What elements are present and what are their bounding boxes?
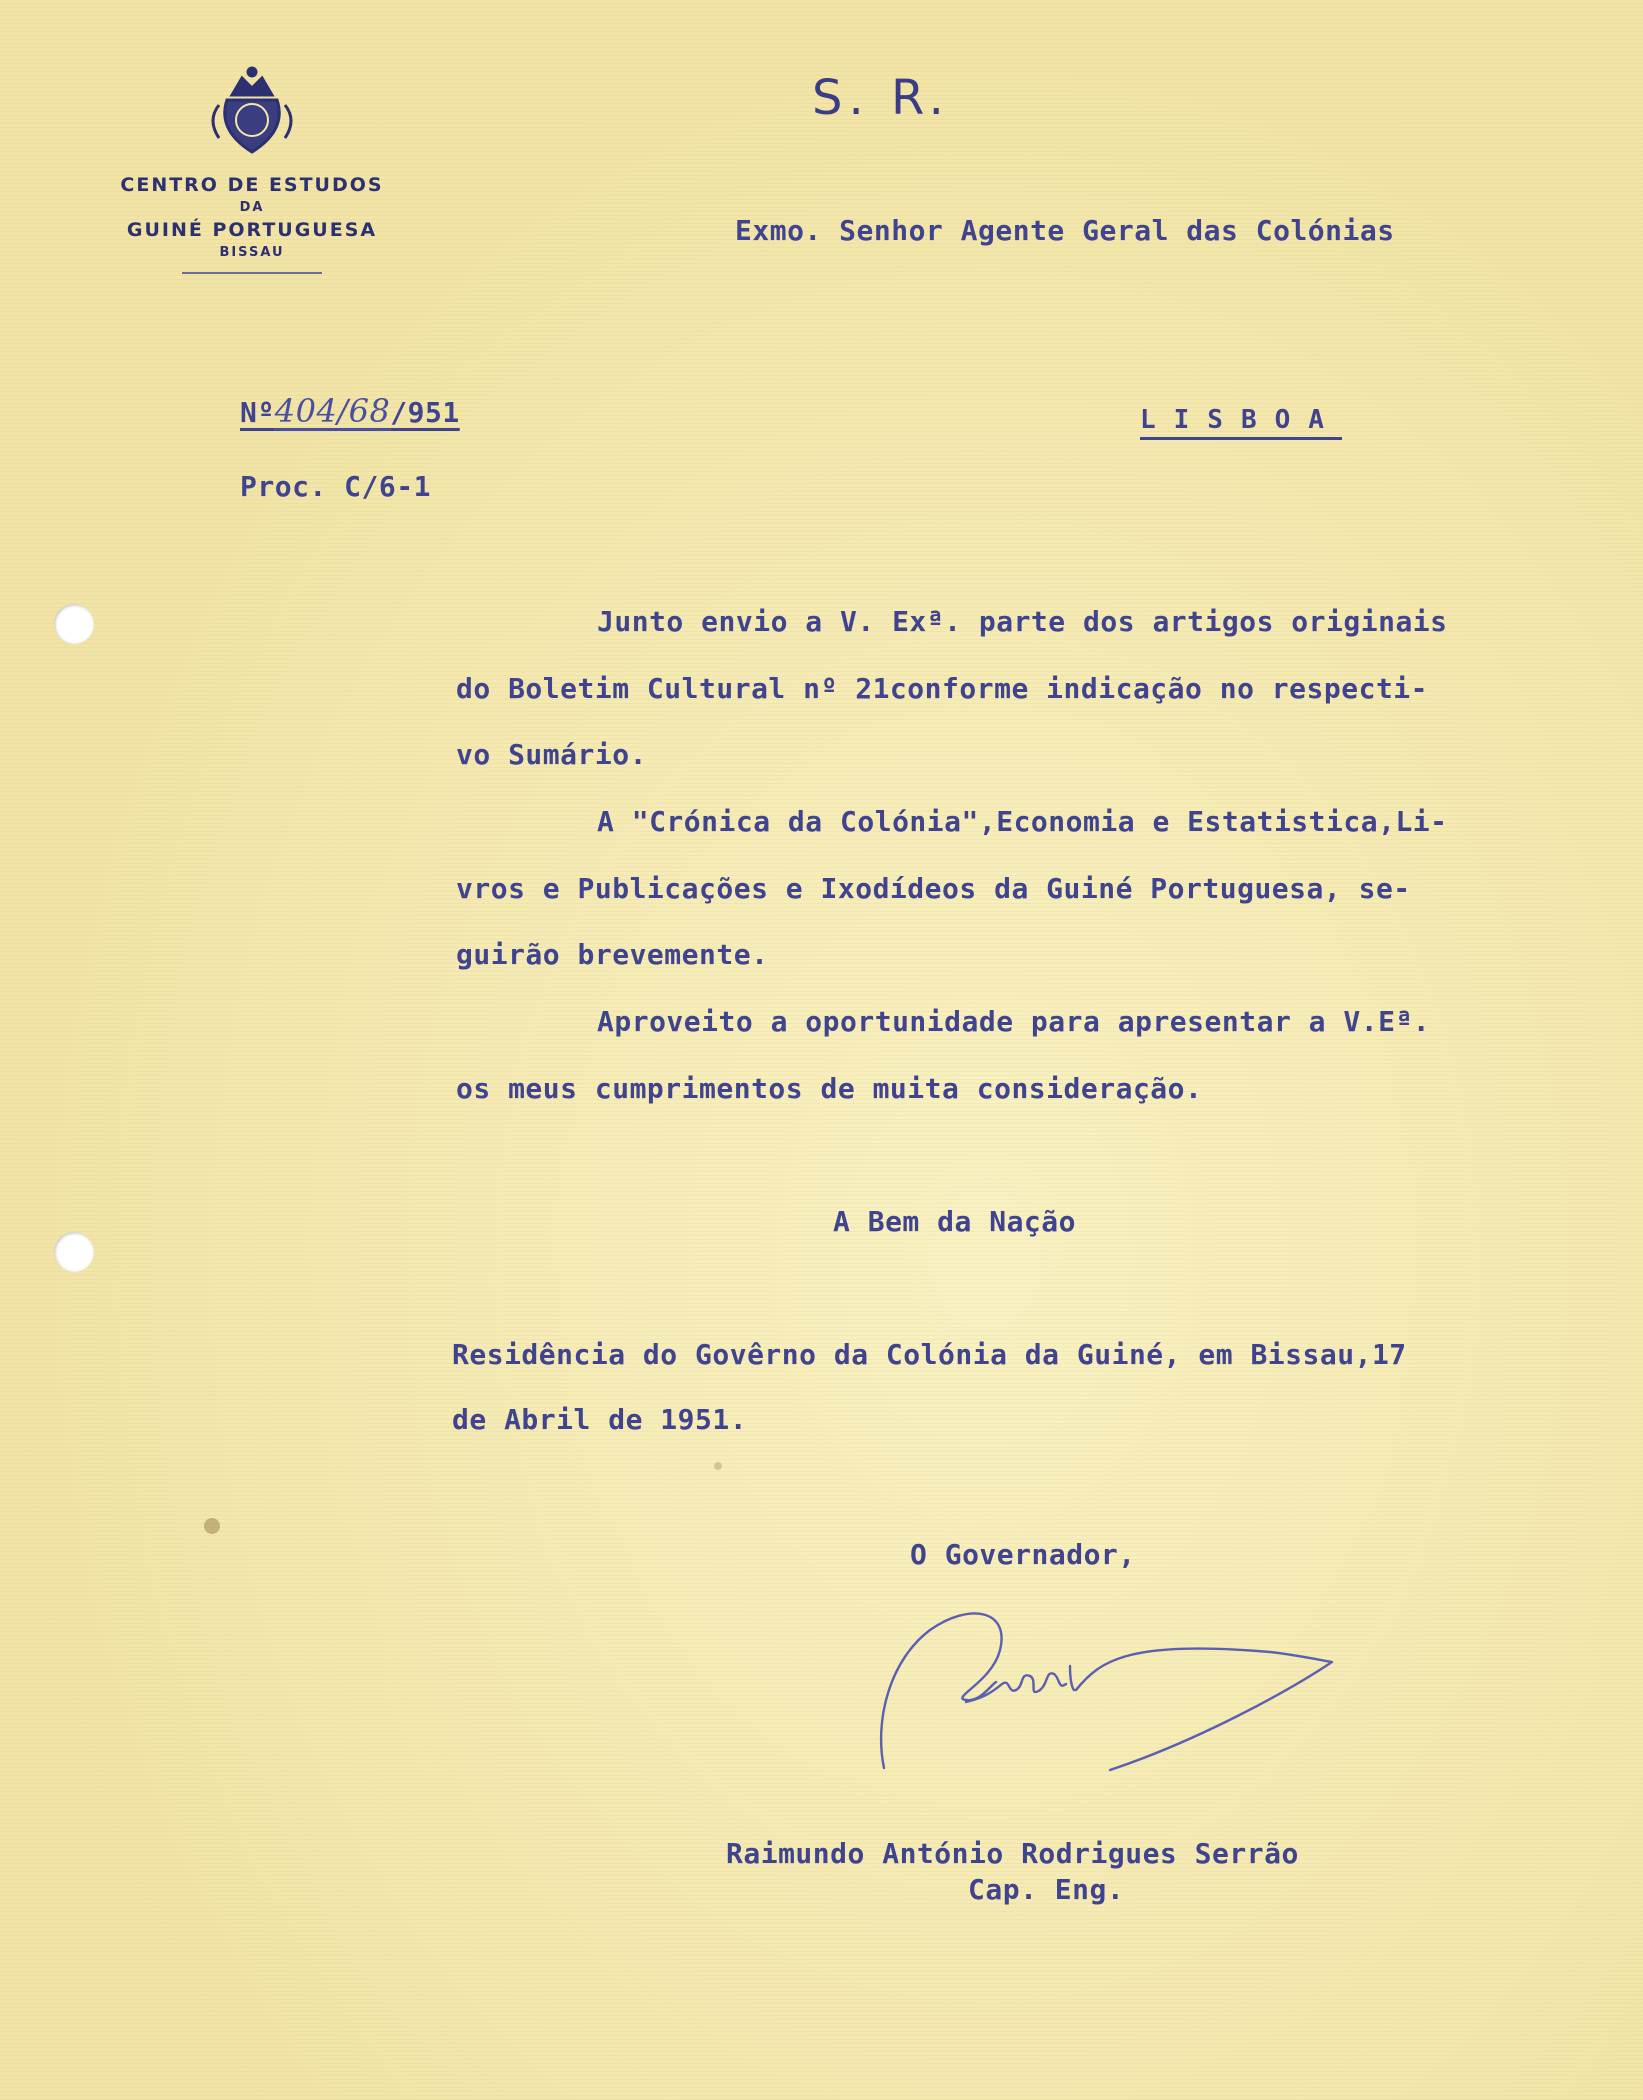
closing-title: O Governador,	[910, 1538, 1136, 1571]
place-date-line-2: de Abril de 1951.	[452, 1403, 748, 1436]
body-line-3: vo Sumário.	[456, 738, 647, 771]
letterhead	[82, 60, 422, 274]
body-line-1: Junto envio a V. Exª. parte dos artigos originais	[597, 605, 1448, 638]
reference-number	[240, 392, 460, 430]
proc-number: Proc. C/6-1	[240, 470, 431, 503]
destination-city	[1140, 402, 1342, 435]
paper-stain	[714, 1462, 722, 1470]
coat-of-arms-icon	[197, 60, 307, 160]
handwritten-signature	[870, 1590, 1350, 1780]
destination-label: LISBOA	[1140, 405, 1342, 440]
signatory-name: Raimundo António Rodrigues Serrão	[726, 1837, 1299, 1870]
signatory-rank: Cap. Eng.	[968, 1873, 1125, 1906]
body-line-7: Aproveito a oportunidade para apresentar a V.Eª.	[597, 1005, 1431, 1038]
body-line-8: os meus cumprimentos de muita consideração.	[456, 1072, 1203, 1105]
body-line-2: do Boletim Cultural nº 21conforme indicação no respecti-	[456, 672, 1429, 705]
reference-handwritten-number: 404/68	[274, 392, 391, 430]
reference-year: /951	[390, 396, 460, 429]
letterhead-line2: DA	[239, 200, 265, 215]
letterhead-rule	[182, 272, 322, 274]
punch-hole-top	[54, 604, 94, 644]
place-date-line-1: Residência do Govêrno da Colónia da Guiné, em Bissau,17	[452, 1338, 1407, 1371]
paper-stain	[204, 1518, 220, 1534]
body-line-6: guirão brevemente.	[456, 938, 769, 971]
punch-hole-bottom	[54, 1232, 94, 1272]
body-line-5: vros e Publicações e Ixodídeos da Guiné Portuguesa, se-	[456, 872, 1411, 905]
letterhead-line3: GUINÉ PORTUGUESA	[126, 219, 378, 241]
recipient-line: Exmo. Senhor Agente Geral das Colónias	[735, 214, 1395, 247]
reference-prefix: Nº	[240, 396, 275, 429]
letterhead-line4: BISSAU	[219, 245, 285, 260]
closing-motto: A Bem da Nação	[833, 1205, 1077, 1238]
sr-mark: S. R.	[812, 70, 950, 126]
body-line-4: A "Crónica da Colónia",Economia e Estatistica,Li-	[597, 805, 1448, 838]
letterhead-line1: CENTRO DE ESTUDOS	[120, 174, 384, 196]
